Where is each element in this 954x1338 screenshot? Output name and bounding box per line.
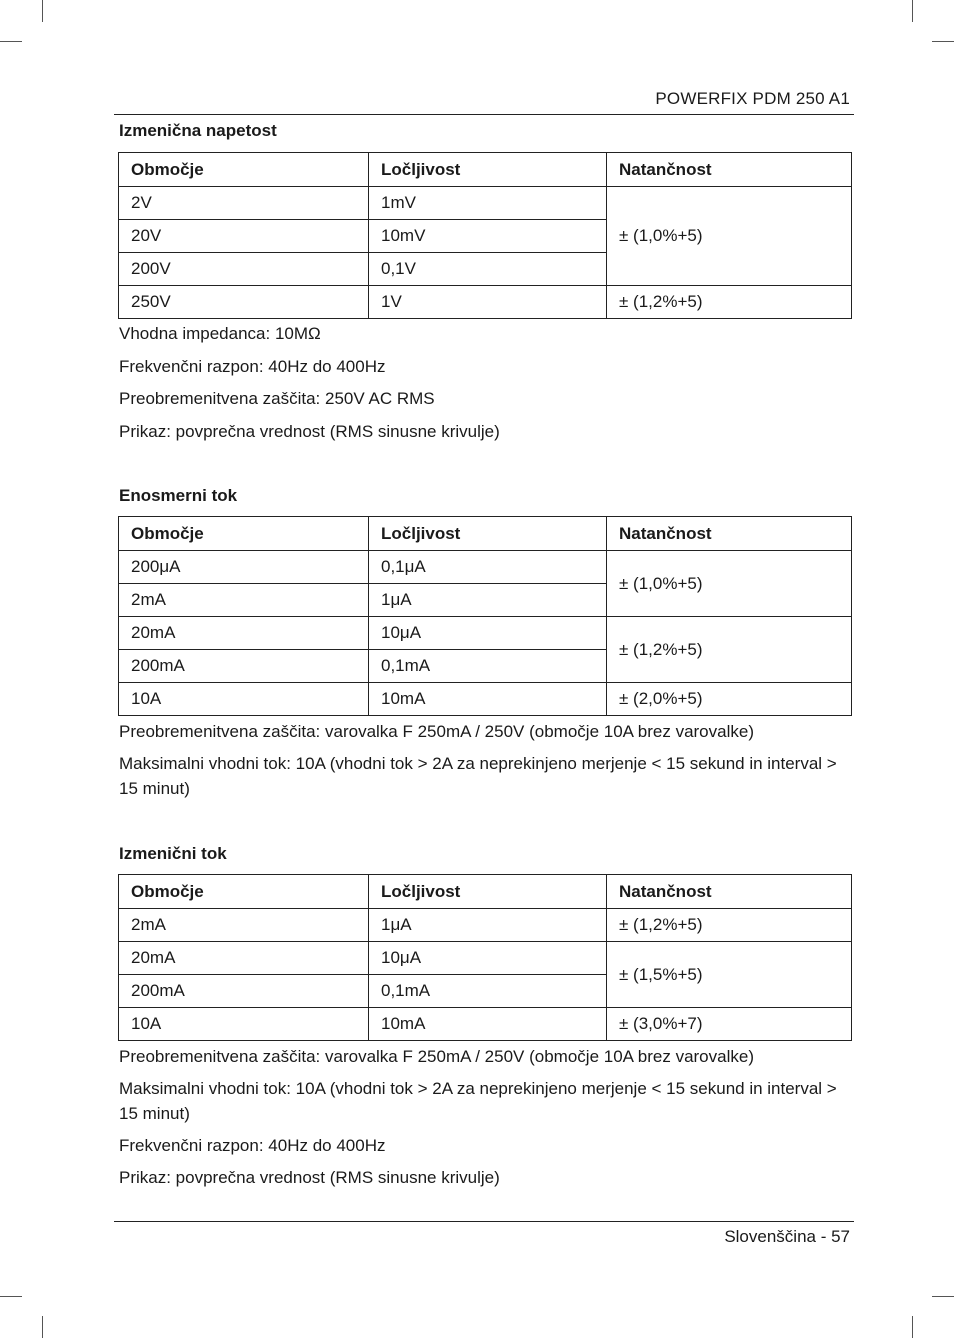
cell-range: 250V (119, 286, 369, 319)
table-row (119, 187, 852, 220)
section-title-ac-voltage: Izmenična napetost (119, 121, 277, 140)
cell-resolution: 0,1mA (369, 650, 607, 683)
dc-current-table (118, 516, 852, 716)
cell-accuracy: ± (2,0%+5) (607, 683, 852, 716)
cell-accuracy: ± (3,0%+7) (607, 1008, 852, 1041)
table-header-row (119, 875, 852, 909)
cell-accuracy: ± (1,5%+5) (607, 942, 852, 1008)
column-header-accuracy: Natančnost (607, 517, 852, 551)
table-header-row (119, 153, 852, 187)
table-row (119, 617, 852, 650)
cell-range: 20mA (119, 617, 369, 650)
section-title-dc-current: Enosmerni tok (119, 486, 238, 505)
note-input-impedance: Vhodna impedanca: 10MΩ (119, 324, 321, 343)
table-row (119, 1008, 852, 1041)
cell-range: 20V (119, 220, 369, 253)
cell-resolution: 1mV (369, 187, 607, 220)
note-max-input-current: Maksimalni vhodni tok: 10A (vhodni tok > 2A za neprekinjeno merjenje < 15 sekund in interval > 15 minut) (119, 1079, 837, 1123)
crop-mark (0, 41, 22, 42)
cell-accuracy: ± (1,0%+5) (607, 551, 852, 617)
note-frequency-range: Frekvenčni razpon: 40Hz do 400Hz (119, 357, 386, 376)
column-header-resolution: Ločljivost (369, 517, 607, 551)
ac-voltage-table (118, 152, 852, 319)
table-row (119, 683, 852, 716)
note-max-input-current: Maksimalni vhodni tok: 10A (vhodni tok > 2A za neprekinjeno merjenje < 15 sekund in interval > 15 minut) (119, 754, 837, 798)
cell-resolution: 1μA (369, 584, 607, 617)
table-row (119, 909, 852, 942)
cell-range: 200mA (119, 650, 369, 683)
crop-mark (912, 0, 913, 22)
column-header-range: Območje (119, 517, 369, 551)
cell-resolution: 1μA (369, 909, 607, 942)
cell-range: 2mA (119, 584, 369, 617)
cell-range: 10A (119, 683, 369, 716)
cell-resolution: 0,1V (369, 253, 607, 286)
cell-range: 200μA (119, 551, 369, 584)
table-header-row (119, 517, 852, 551)
cell-range: 10A (119, 1008, 369, 1041)
cell-accuracy: ± (1,2%+5) (607, 286, 852, 319)
column-header-resolution: Ločljivost (369, 153, 607, 187)
column-header-range: Območje (119, 153, 369, 187)
cell-resolution: 10mV (369, 220, 607, 253)
document-header-title: POWERFIX PDM 250 A1 (655, 89, 850, 108)
cell-resolution: 10μA (369, 617, 607, 650)
section-title-ac-current: Izmenični tok (119, 844, 227, 863)
cell-accuracy: ± (1,2%+5) (607, 617, 852, 683)
crop-mark (42, 0, 43, 22)
cell-resolution: 0,1mA (369, 975, 607, 1008)
table-row (119, 551, 852, 584)
note-overload-protection: Preobremenitvena zaščita: varovalka F 250mA / 250V (območje 10A brez varovalke) (119, 722, 754, 741)
cell-accuracy: ± (1,0%+5) (607, 187, 852, 286)
cell-range: 200V (119, 253, 369, 286)
cell-resolution: 10mA (369, 683, 607, 716)
crop-mark (932, 1296, 954, 1297)
cell-accuracy: ± (1,2%+5) (607, 909, 852, 942)
table-row (119, 286, 852, 319)
note-frequency-range: Frekvenčni razpon: 40Hz do 400Hz (119, 1136, 386, 1155)
cell-range: 2mA (119, 909, 369, 942)
note-display: Prikaz: povprečna vrednost (RMS sinusne krivulje) (119, 1168, 500, 1187)
cell-resolution: 10μA (369, 942, 607, 975)
column-header-resolution: Ločljivost (369, 875, 607, 909)
table-row (119, 942, 852, 975)
cell-range: 200mA (119, 975, 369, 1008)
column-header-accuracy: Natančnost (607, 153, 852, 187)
crop-mark (0, 1296, 22, 1297)
note-overload-protection: Preobremenitvena zaščita: varovalka F 250mA / 250V (območje 10A brez varovalke) (119, 1047, 754, 1066)
footer-rule (114, 1221, 854, 1222)
page-number-label: Slovenščina - 57 (724, 1227, 850, 1246)
note-display: Prikaz: povprečna vrednost (RMS sinusne krivulje) (119, 422, 500, 441)
cell-resolution: 1V (369, 286, 607, 319)
crop-mark (932, 41, 954, 42)
crop-mark (42, 1316, 43, 1338)
ac-current-table (118, 874, 852, 1041)
column-header-range: Območje (119, 875, 369, 909)
cell-range: 20mA (119, 942, 369, 975)
cell-range: 2V (119, 187, 369, 220)
note-overload-protection: Preobremenitvena zaščita: 250V AC RMS (119, 389, 435, 408)
header-rule (114, 114, 854, 115)
crop-mark (912, 1316, 913, 1338)
cell-resolution: 0,1μA (369, 551, 607, 584)
column-header-accuracy: Natančnost (607, 875, 852, 909)
cell-resolution: 10mA (369, 1008, 607, 1041)
